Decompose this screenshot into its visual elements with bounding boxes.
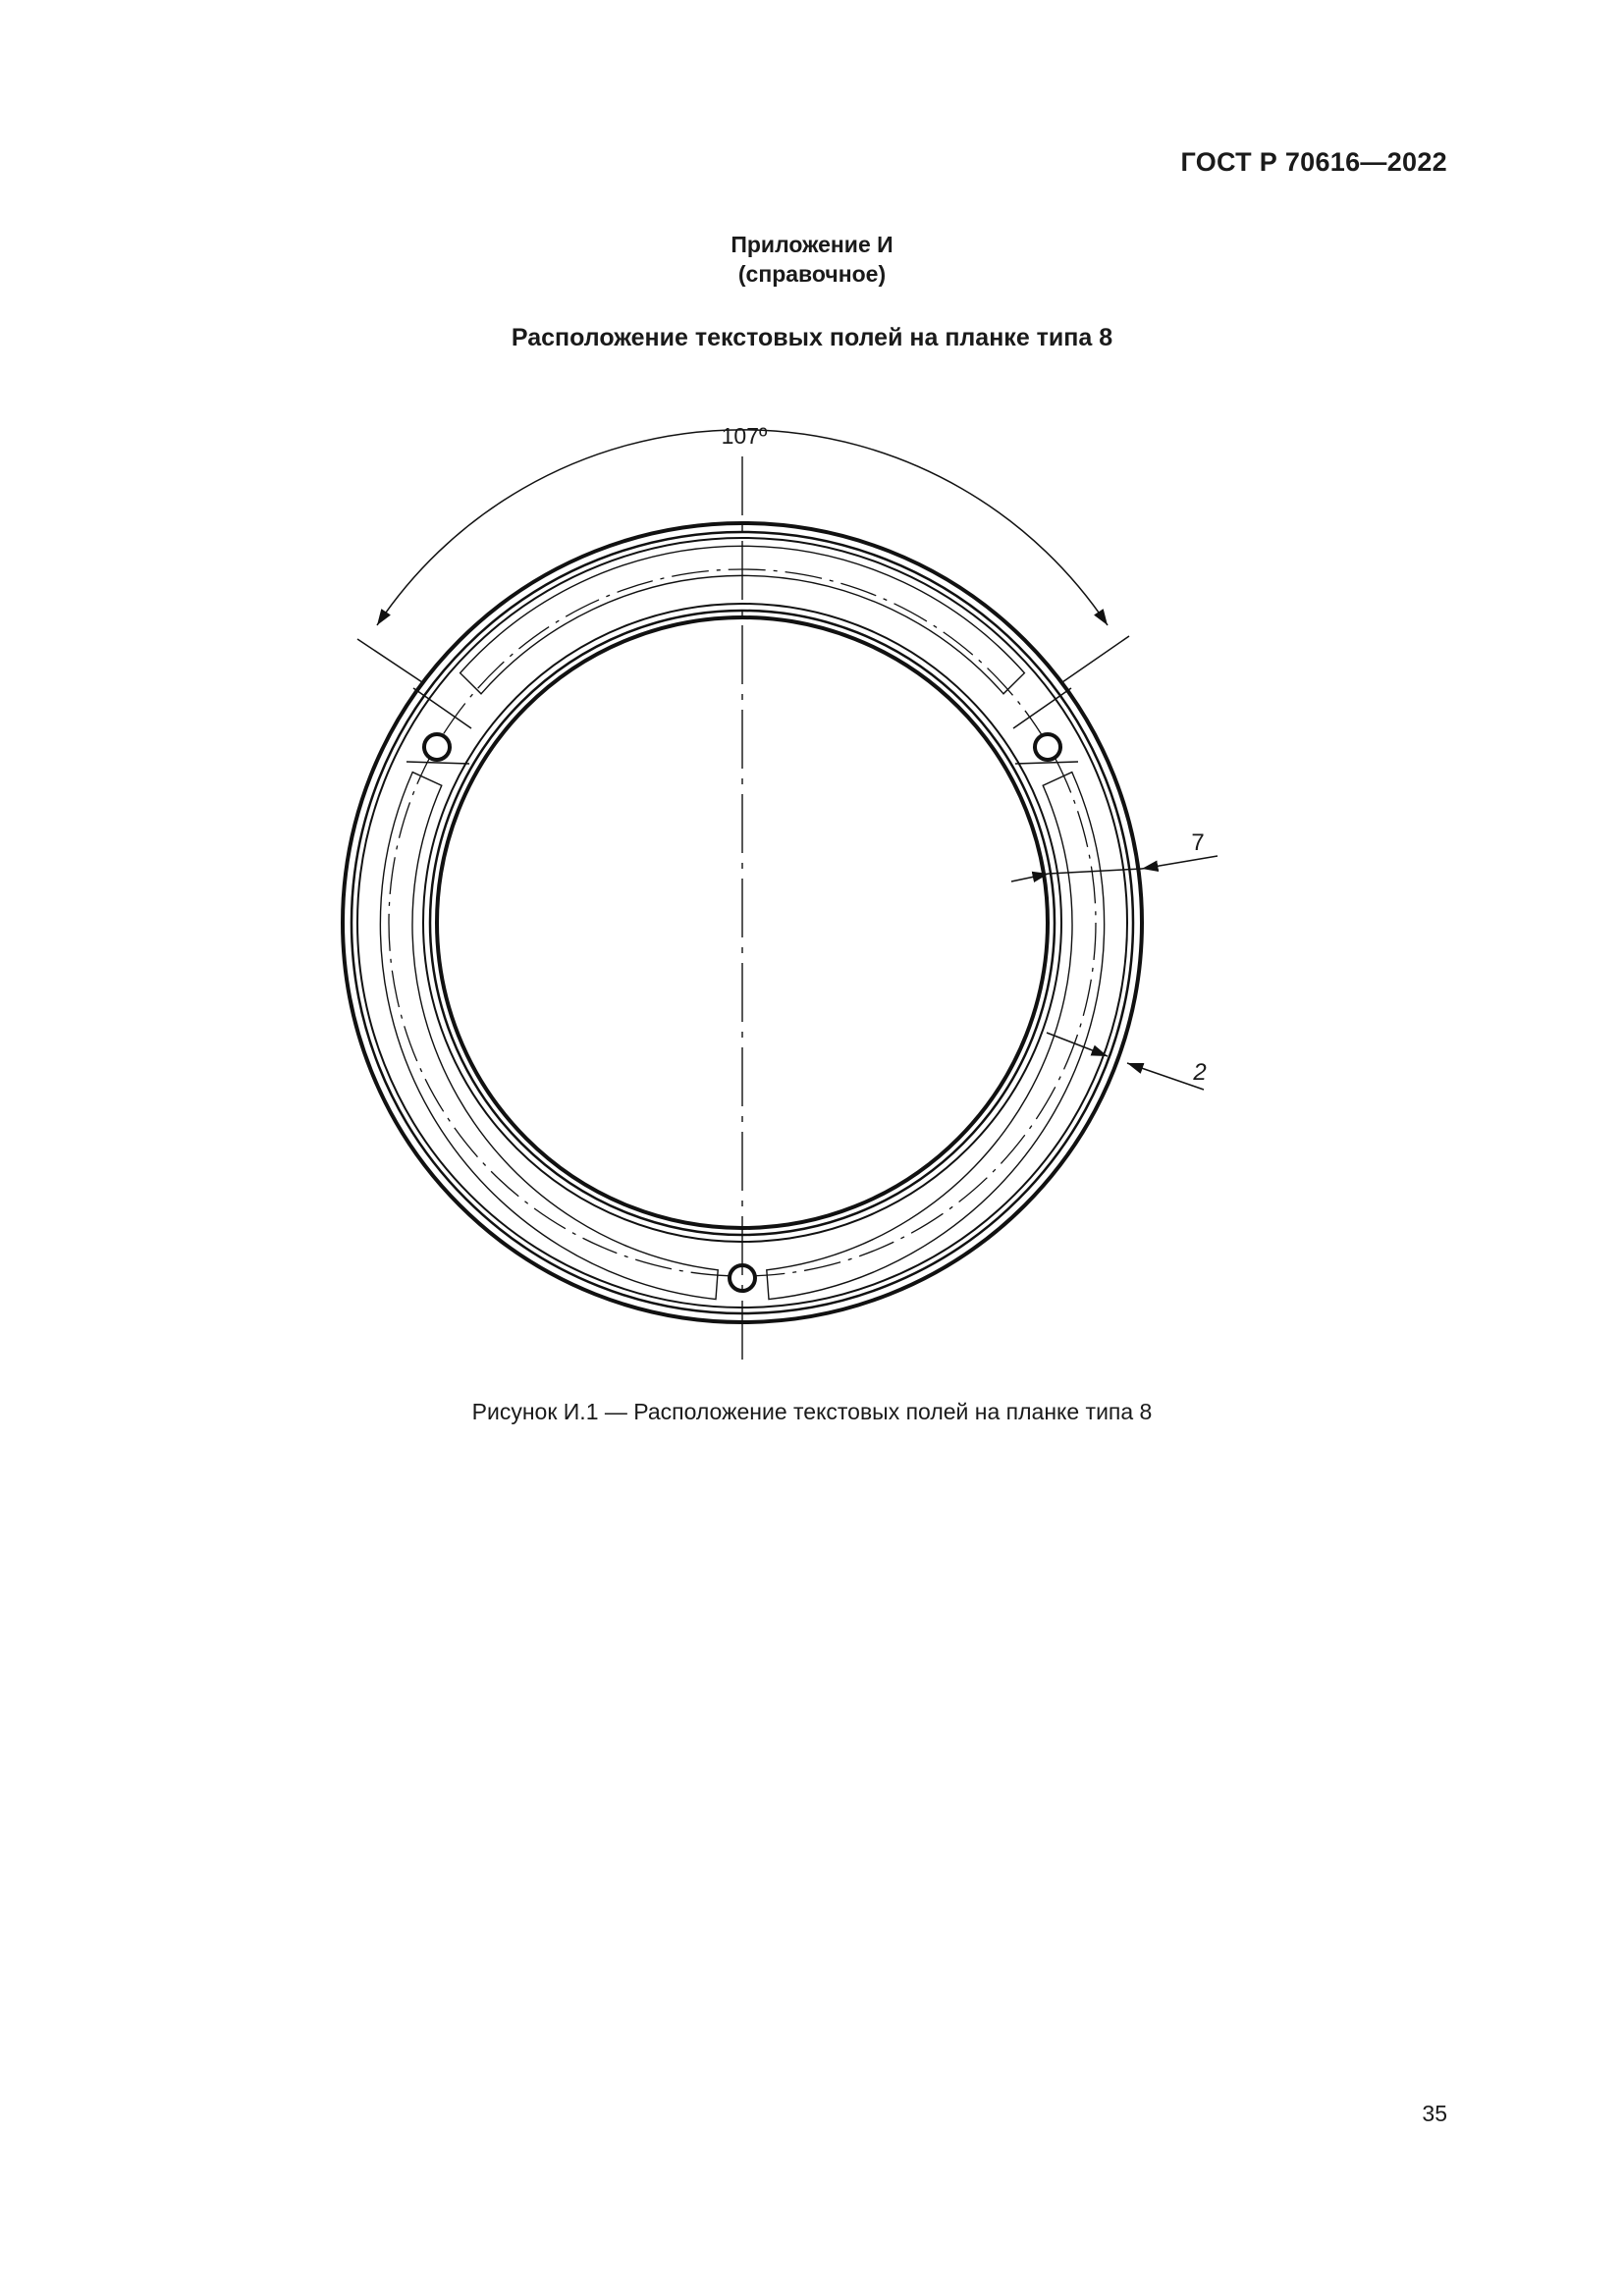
hole-right — [1035, 734, 1060, 760]
annex-label: Приложение И — [731, 232, 893, 257]
angle-label: 107º — [721, 423, 768, 449]
angle-dimension — [357, 430, 1129, 682]
document-code: ГОСТ Р 70616—2022 — [1180, 147, 1447, 177]
annex-type: (справочное) — [737, 261, 887, 287]
dimension-2-label: 2 — [1193, 1059, 1207, 1086]
page-number: 35 — [1422, 2101, 1447, 2126]
figure-caption: Рисунок И.1 — Расположение текстовых полей на планке типа 8 — [471, 1399, 1153, 1424]
hole-left — [424, 734, 450, 760]
dimension-7-label: 7 — [1191, 829, 1205, 856]
annex-title: Расположение текстовых полей на планке типа 8 — [511, 324, 1113, 351]
